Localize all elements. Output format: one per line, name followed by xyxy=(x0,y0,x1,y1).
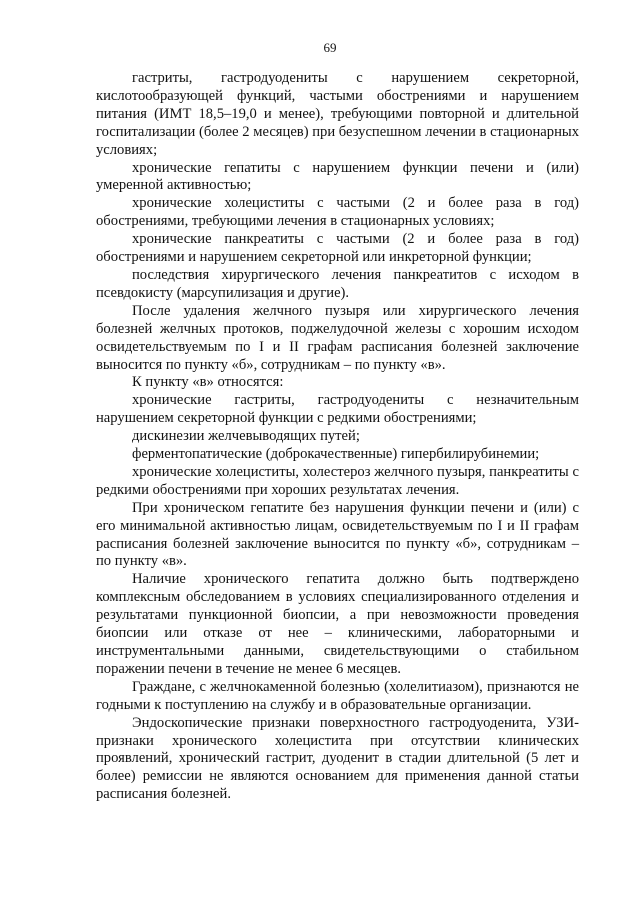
paragraph: Наличие хронического гепатита должно быть подтверждено комплексным обследованием в условиях специализированного отделения и результатами пункционной биопсии, а при невозможности проведения биопсии или отказе от нее – клиническими, лабораторными и инструментальными данными, свидетельствующими о стабильном поражении печени в течение не менее 6 месяцев. xyxy=(96,571,579,677)
paragraph: хронические гастриты, гастродуодениты с незначительным нарушением секреторной функции с редкими обострениями; xyxy=(96,392,579,427)
paragraph: хронические гепатиты с нарушением функции печени и (или) умеренной активностью; xyxy=(96,159,579,194)
paragraph: гастриты, гастродуодениты с нарушением секреторной, кислотообразующей функций, частыми обострениями и нарушением питания (ИМТ 18,5–19,0 и менее), требующими повторной и длительной госпитализации (более 2 месяцев) при безуспешном лечении в стационарных условиях; xyxy=(96,70,579,158)
paragraph: хронические холециститы с частыми (2 и более раза в год) обострениями, требующими лечения в стационарных условиях; xyxy=(96,195,579,230)
paragraph: дискинезии желчевыводящих путей; xyxy=(132,428,360,445)
document-body xyxy=(96,70,579,804)
paragraph: При хроническом гепатите без нарушения функции печени и (или) с его минимальной активностью лицам, освидетельствуемым по I и II графам расписания болезней заключение выносится по пункту «б», сотрудникам – по пункту «в». xyxy=(96,499,579,570)
paragraph: Эндоскопические признаки поверхностного гастродуоденита, УЗИ-признаки хронического холецистита при отсутствии клинических проявлений, хронический гастрит, дуоденит в стадии длительной (5 лет и более) ремиссии не являются основанием для применения данной статьи расписания болезней. xyxy=(96,714,579,803)
paragraph: Граждане, с желчнокаменной болезнью (холелитиазом), признаются не годными к поступлению на службу и в образовательные организации. xyxy=(96,678,579,713)
paragraph: ферментопатические (доброкачественные) гипербилирубинемии; xyxy=(132,446,540,463)
paragraph: хронические панкреатиты с частыми (2 и более раза в год) обострениями и нарушением секреторной или инкреторной функции; xyxy=(96,231,579,266)
paragraph: последствия хирургического лечения панкреатитов с исходом в псевдокисту (марсупилизация и другие). xyxy=(96,266,579,301)
paragraph: После удаления желчного пузыря или хирургического лечения болезней желчных протоков, поджелудочной железы с хорошим исходом освидетельствуемым по I и II графам расписания болезней заключение выносится по пункту «б», сотрудникам – по пункту «в». xyxy=(96,302,579,373)
page-number: 69 xyxy=(323,40,337,55)
paragraph: К пункту «в» относятся: xyxy=(132,374,284,391)
paragraph: хронические холециститы, холестероз желчного пузыря, панкреатиты с редкими обострениями при хороших результатах лечения. xyxy=(96,463,579,498)
